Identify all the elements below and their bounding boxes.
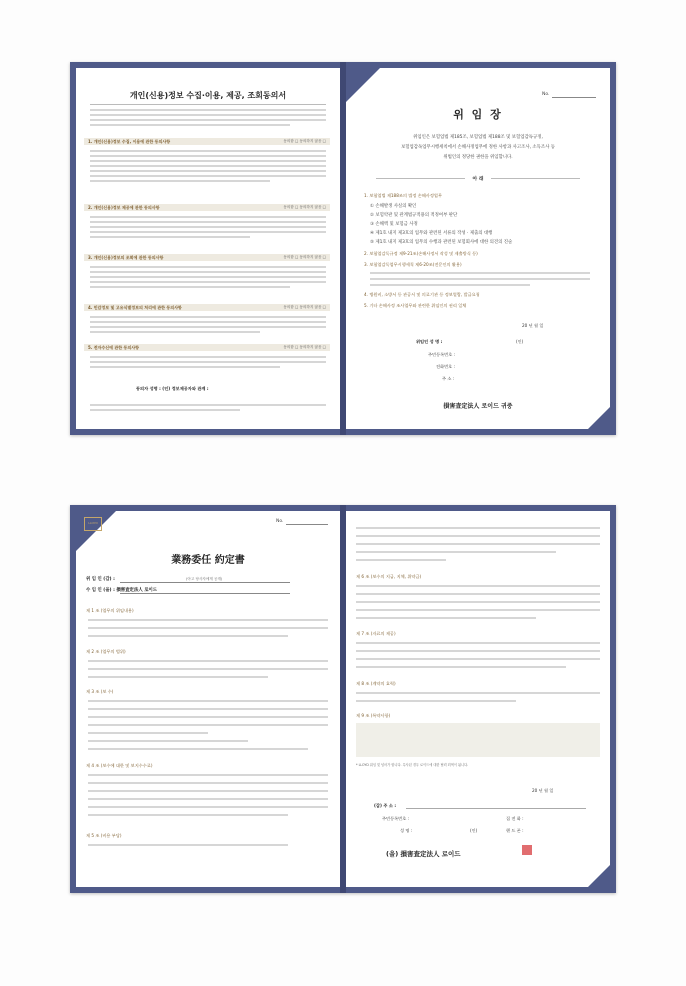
item-heading: 2. 보험업감독규정 제9-21조(손해사정서 작성 및 제출방식 등) xyxy=(364,251,478,256)
company-name: 損害査定法人 로이드 귀중 xyxy=(443,403,513,410)
delegatee-label: 수 임 인 (을) : 損害査定法人 로이드 xyxy=(86,588,157,593)
company-name: (을) 損害査定法人 로이드 xyxy=(386,850,461,858)
document-number-label: No. xyxy=(276,519,284,524)
field-label: 성 명 : xyxy=(400,828,413,833)
consent-section-1: 1. 개인(신용)정보 수집, 이용에 관한 동의사항 동의함 □ 동의하지 않음 □ xyxy=(84,138,330,145)
special-terms-box[interactable] xyxy=(356,723,600,757)
item-heading: 1. 보험업법 제188조의 법정 손해사정업무 xyxy=(364,193,442,198)
item-line: ④ 제1호 내지 제3호의 업무와 관련된 서류의 작성 · 제출의 대행 xyxy=(370,231,493,236)
power-of-attorney-title: 위 임 장 xyxy=(453,108,503,121)
article-heading: 제 6 조 (보수의 지급, 지체, 위약금) xyxy=(356,574,422,579)
field-label: 집 전 화 : xyxy=(506,816,524,821)
corner-ribbon xyxy=(588,407,610,429)
article-heading: 제 3 조 (보 수) xyxy=(86,689,114,694)
consent-section-4: 4. 민감정보 및 고유식별정보의 처리에 관한 동의사항 동의함 □ 동의하지 않음 □ xyxy=(84,304,330,311)
intro-line: 보험업감독업무시행세칙에서 손해사정업무에 정한 사항과 사고조사, 소득조사 등 xyxy=(401,145,555,150)
field-label: 주민등록번호 : xyxy=(382,816,410,821)
agreement-page xyxy=(76,511,340,887)
item-line: ⑤ 제1호 내지 제3호의 업무의 수행과 관련된 보험회사에 대한 의견의 진술 xyxy=(370,240,513,245)
delegator-note: (아고 당사자에게 공개) xyxy=(186,577,223,581)
article-heading: 제 2 조 (업무의 범위) xyxy=(86,649,126,654)
item-line: ① 손해발생 사실의 확인 xyxy=(370,204,417,209)
article-heading: 제 4 조 (보수에 대한 및 보지수수료) xyxy=(86,763,153,768)
field-label: 핸 드 폰 : xyxy=(506,828,524,833)
agreement-title: 業務委任 約定書 xyxy=(171,555,245,566)
delegator-label: 위 임 인 (갑) : xyxy=(86,577,115,582)
field-label: 주 소 : xyxy=(442,376,455,381)
consent-form-title: 개인(신용)정보 수집·이용, 제공, 조회동의서 xyxy=(129,91,287,100)
item-heading: 4. 병원비, 소방서 등 관공서 및 의료기관 등 정보열람, 발급요청 xyxy=(364,292,480,297)
field-label: 위임인 성 명 : xyxy=(416,339,443,344)
seal-mark: (인) xyxy=(516,339,524,344)
seal-mark: (인) xyxy=(470,828,478,833)
below-heading: 아 래 xyxy=(346,175,610,182)
agreement-continued-page xyxy=(346,511,610,887)
field-label: 주민등록번호 : xyxy=(428,352,456,357)
consent-form-page xyxy=(76,68,340,429)
footnote: * LLOYD 위임 및 넘어가 합니다. 특사된 경우 로이드에 대한 협력 회색이 됩니다. xyxy=(356,763,469,767)
item-line: ② 보험약관 및 관계법규적용의 적정여부 판단 xyxy=(370,213,458,218)
top-folder xyxy=(70,62,616,435)
bottom-folder xyxy=(70,505,616,893)
field-label: (갑) 주 소 : xyxy=(374,803,397,808)
intro-line: 위법인의 정당한 권한을 위임합니다. xyxy=(443,155,513,160)
article-heading: 제 7 조 (자료의 제공) xyxy=(356,631,396,636)
consent-section-3: 3. 개인(신용)정보의 조회에 관한 동의사항 동의함 □ 동의하지 않음 □ xyxy=(84,254,330,261)
corner-ribbon xyxy=(346,68,380,102)
date-line: 20 년 월 일 xyxy=(522,323,544,328)
consent-signature-line: 동의자 성명 : (인) 정보제공자와 관계 : xyxy=(136,386,209,391)
consent-checkbox[interactable]: 동의함 □ 동의하지 않음 □ xyxy=(283,255,326,259)
item-line: ③ 손해액 및 보험금 사정 xyxy=(370,222,418,227)
consent-section-5: 5. 전자수신에 관한 동의사항 동의함 □ 동의하지 않음 □ xyxy=(84,344,330,351)
power-of-attorney-page xyxy=(346,68,610,429)
article-heading: 제 5 조 (비용 부담) xyxy=(86,833,122,838)
lloyd-logo: LLOYD xyxy=(84,517,102,531)
consent-checkbox[interactable]: 동의함 □ 동의하지 않음 □ xyxy=(283,345,326,349)
consent-section-2: 2. 개인(신용)정보 제공에 관한 동의사항 동의함 □ 동의하지 않음 □ xyxy=(84,204,330,211)
date-line: 20 년 월 일 xyxy=(532,788,554,793)
corner-ribbon xyxy=(588,865,610,887)
consent-checkbox[interactable]: 동의함 □ 동의하지 않음 □ xyxy=(283,205,326,209)
document-number-label: No. xyxy=(542,92,550,97)
company-seal-stamp xyxy=(522,845,532,855)
article-heading: 제 8 조 (계약의 효력) xyxy=(356,681,396,686)
article-heading: 제 1 조 (업무의 위임내용) xyxy=(86,608,134,613)
article-heading: 제 9 조 (특약사항) xyxy=(356,713,391,718)
item-heading: 3. 보험업감독업무시행세칙 제6-20조(전문인의 활용) xyxy=(364,262,462,267)
consent-checkbox[interactable]: 동의함 □ 동의하지 않음 □ xyxy=(283,305,326,309)
field-label: 전화번호 : xyxy=(436,364,455,369)
item-heading: 5. 기타 손해사정 조사업무와 관련한 위임인의 권리 일체 xyxy=(364,303,467,308)
consent-checkbox[interactable]: 동의함 □ 동의하지 않음 □ xyxy=(283,139,326,143)
intro-line: 위임인은 보험업법 제185조, 보험업법 제188조 및 보험업감독규정, xyxy=(413,135,543,140)
